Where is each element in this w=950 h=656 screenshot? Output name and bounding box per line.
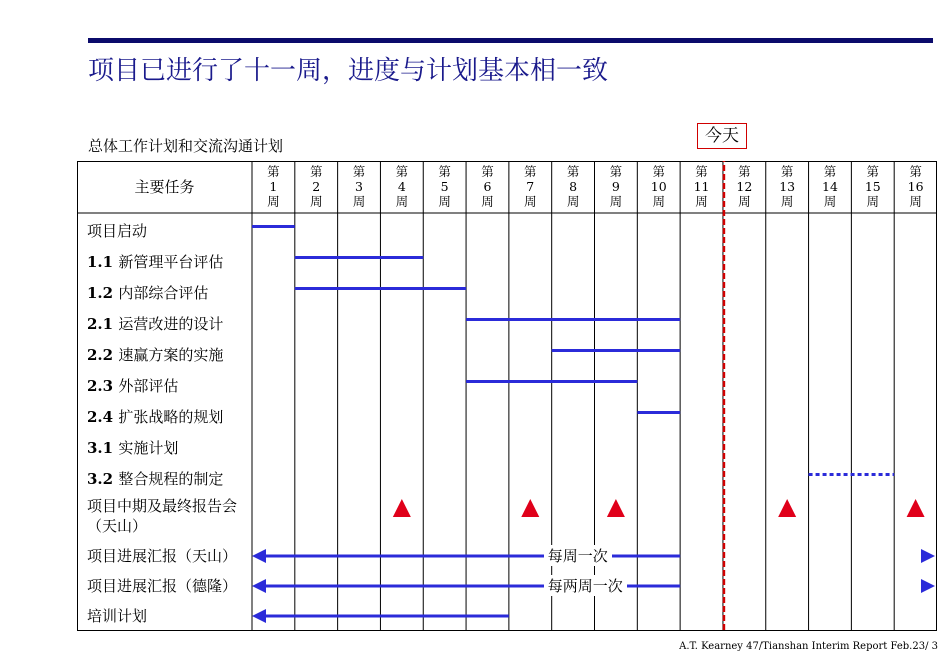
comm-label: 培训计划	[87, 607, 148, 625]
week-header-line: 16	[907, 179, 924, 194]
frequency-note: 每两周一次	[544, 575, 627, 596]
week-header-line: 第	[438, 164, 451, 179]
task-name: 运营改进的设计	[118, 315, 224, 333]
task-label	[87, 375, 257, 396]
task-number: 2.2	[87, 346, 119, 364]
week-header	[681, 164, 723, 209]
week-header-line: 8	[569, 179, 578, 194]
task-label	[87, 251, 257, 272]
task-number: 2.1	[87, 315, 119, 333]
week-header	[552, 164, 594, 209]
today-marker-label: 今天	[697, 123, 747, 149]
comm-label: 项目进展汇报（德隆）	[87, 577, 238, 595]
week-header-line: 9	[611, 179, 620, 194]
week-header-line: 周	[652, 194, 665, 209]
week-header-line: 5	[440, 179, 449, 194]
comm-label: 项目进展汇报（天山）	[87, 547, 238, 565]
week-header-line: 周	[866, 194, 880, 209]
week-header-line: 15	[864, 179, 881, 194]
week-header	[852, 164, 894, 209]
task-number: 1.1	[87, 253, 119, 271]
week-header	[252, 164, 294, 209]
week-header-line: 1	[269, 179, 278, 194]
milestone-triangle	[393, 499, 411, 517]
week-header	[723, 164, 765, 209]
week-header-line: 第	[566, 164, 580, 179]
week-header-line: 周	[695, 194, 708, 209]
task-name: 内部综合评估	[118, 284, 209, 302]
gantt-table	[77, 161, 937, 631]
week-header	[338, 164, 380, 209]
week-header	[509, 164, 551, 209]
week-header-line: 周	[823, 194, 837, 209]
week-header-line: 第	[738, 164, 751, 179]
week-header-line: 第	[395, 164, 409, 179]
week-header-line: 第	[652, 164, 665, 179]
week-header	[766, 164, 808, 209]
task-name: 新管理平台评估	[118, 253, 224, 271]
task-name: 外部评估	[118, 377, 179, 395]
footer-text: A.T. Kearney 47/Tianshan Interim Report Feb.23/ 3	[679, 641, 938, 652]
week-header	[809, 164, 851, 209]
milestone-label: 项目中期及最终报告会（天山）	[87, 497, 238, 535]
week-header-line: 周	[309, 194, 323, 209]
week-header	[381, 164, 423, 209]
week-header-line: 第	[609, 164, 623, 179]
week-header-line: 第	[866, 164, 880, 179]
week-header-line: 第	[481, 164, 494, 179]
task-label	[87, 344, 257, 365]
task-name: 整合规程的制定	[118, 470, 224, 488]
task-label	[87, 282, 257, 303]
task-name: 实施计划	[118, 439, 179, 457]
chart-subtitle: 总体工作计划和交流沟通计划	[88, 137, 284, 155]
week-header-line: 13	[779, 179, 796, 194]
week-header-line: 周	[438, 194, 451, 209]
week-header-line: 第	[352, 164, 366, 179]
week-header	[295, 164, 337, 209]
milestone-triangle	[907, 499, 925, 517]
task-label	[87, 437, 257, 458]
future-arrowhead	[921, 549, 935, 563]
week-header-line: 周	[267, 194, 280, 209]
frequency-note: 每周一次	[544, 545, 612, 566]
week-header-line: 10	[650, 179, 667, 194]
title-rule	[88, 38, 933, 43]
week-header-line: 周	[524, 194, 537, 209]
week-header	[638, 164, 680, 209]
week-header-line: 3	[355, 179, 363, 194]
week-header-line: 6	[483, 179, 492, 194]
week-header	[424, 164, 466, 209]
week-header-line: 第	[909, 164, 922, 179]
week-header	[466, 164, 508, 209]
week-header-line: 周	[780, 194, 794, 209]
task-name: 扩张战略的规划	[118, 408, 224, 426]
week-header-line: 周	[352, 194, 366, 209]
week-header-line: 第	[267, 164, 280, 179]
task-label	[87, 468, 257, 489]
task-number: 1.2	[87, 284, 119, 302]
task-name: 速赢方案的实施	[118, 346, 224, 364]
week-header-line: 第	[309, 164, 323, 179]
milestone-triangle	[778, 499, 796, 517]
task-number: 3.2	[87, 470, 119, 488]
week-header-line: 周	[738, 194, 751, 209]
week-header	[595, 164, 637, 209]
week-header-line: 12	[736, 179, 753, 194]
task-label	[87, 220, 257, 241]
milestone-triangle	[607, 499, 625, 517]
task-label	[87, 406, 257, 427]
week-header-line: 第	[823, 164, 837, 179]
week-header-line: 14	[822, 179, 838, 194]
week-header-line: 周	[481, 194, 494, 209]
week-header-line: 7	[526, 179, 535, 194]
week-header-line: 周	[909, 194, 922, 209]
week-header-line: 第	[780, 164, 794, 179]
header-task: 主要任务	[134, 178, 195, 196]
week-header-line: 第	[695, 164, 708, 179]
future-arrowhead	[921, 579, 935, 593]
week-header-line: 周	[566, 194, 580, 209]
task-name: 项目启动	[87, 222, 148, 240]
week-header	[895, 164, 937, 209]
week-header-line: 4	[397, 179, 406, 194]
task-number: 2.3	[87, 377, 119, 395]
task-label	[87, 313, 257, 334]
task-number: 2.4	[87, 408, 119, 426]
task-number: 3.1	[87, 439, 119, 457]
page-title: 项目已进行了十一周，进度与计划基本相一致	[88, 56, 609, 86]
week-header-line: 2	[312, 179, 321, 194]
week-header-line: 周	[609, 194, 623, 209]
week-header-line: 第	[524, 164, 537, 179]
milestone-triangle	[521, 499, 539, 517]
week-header-line: 周	[395, 194, 409, 209]
week-header-line: 11	[693, 179, 710, 194]
